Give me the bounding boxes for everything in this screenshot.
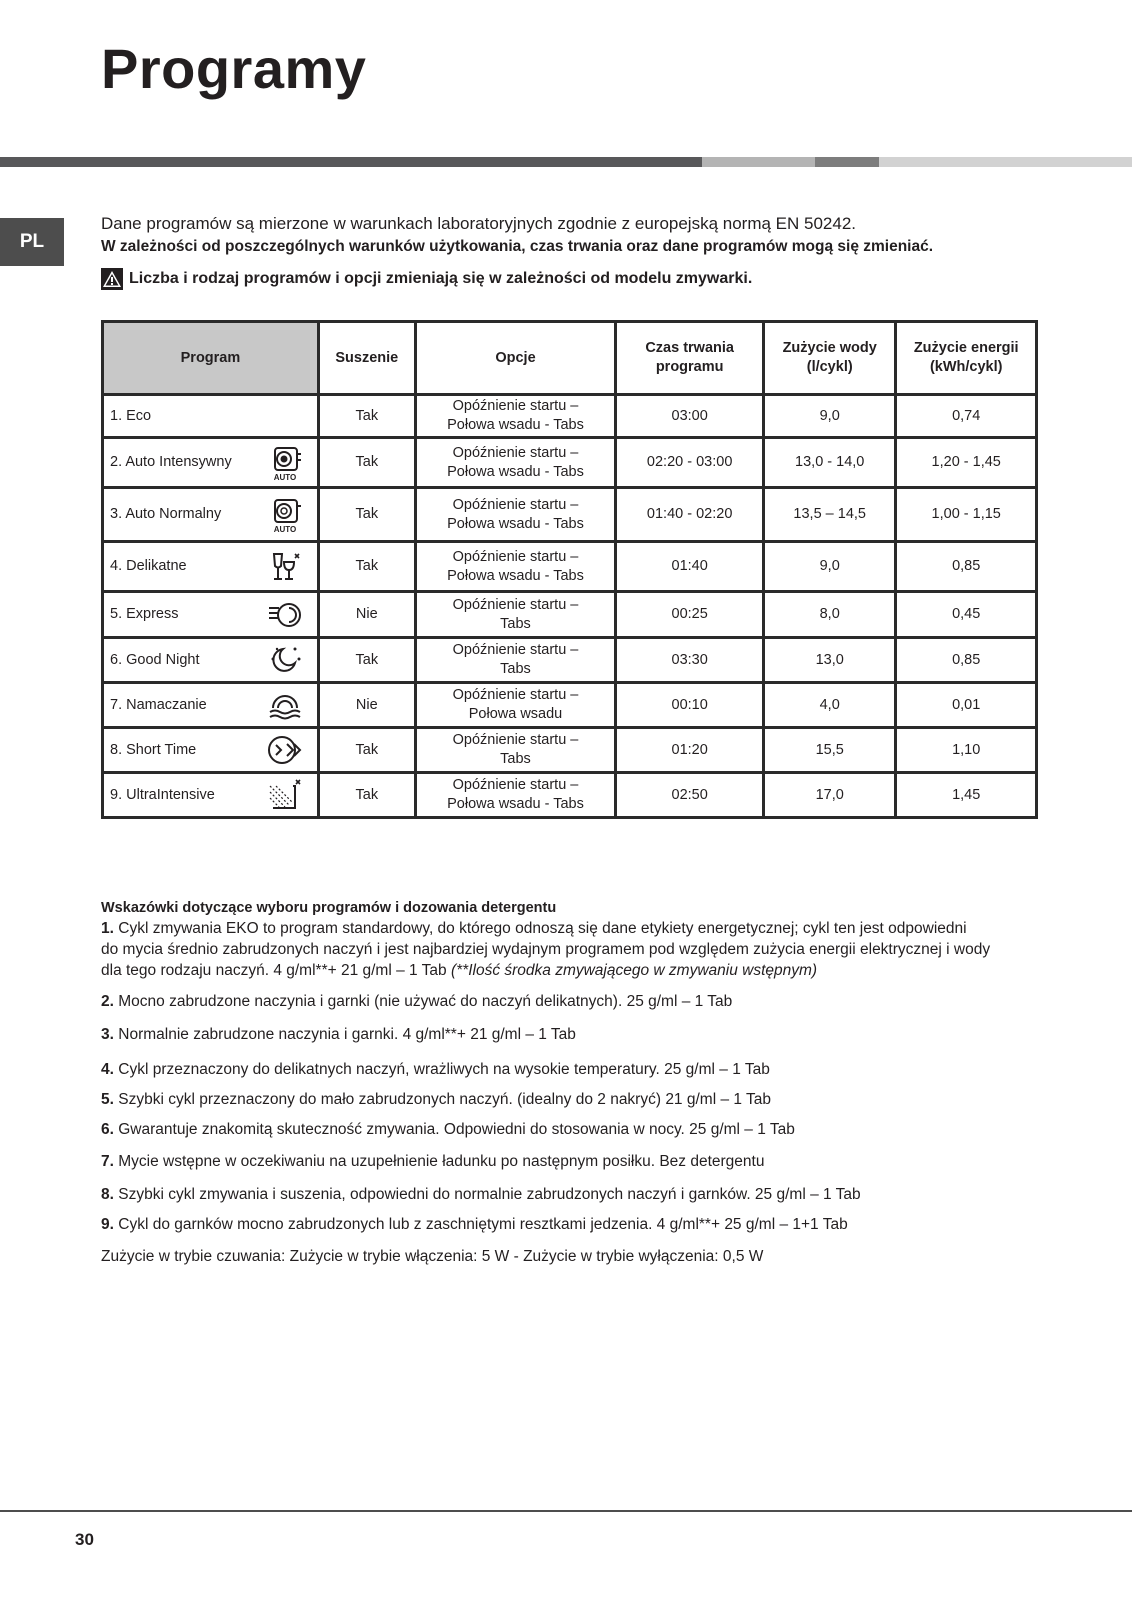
program-label: 5. Express bbox=[110, 606, 179, 622]
options-cell bbox=[415, 395, 616, 438]
duration-cell: 03:30 bbox=[616, 638, 764, 683]
program-name bbox=[103, 773, 319, 818]
program-name bbox=[103, 683, 319, 728]
options-line2: Tabs bbox=[500, 751, 531, 767]
program-label: 6. Good Night bbox=[110, 651, 200, 668]
warning-text: Liczba i rodzaj programów i opcji zmieniają się w zależności od modelu zmywarki. bbox=[129, 270, 753, 287]
energy-cell: 1,00 - 1,15 bbox=[896, 488, 1037, 542]
intro-bold-text: W zależności od poszczególnych warunków użytkowania, czas trwania oraz dane programów mogą się zmieniać. bbox=[101, 238, 934, 255]
tip-text: Mocno zabrudzone naczynia i garnki (nie używać do naczyń delikatnych). 25 g/ml – 1 Tab bbox=[118, 993, 733, 1010]
header-stripe-light bbox=[879, 157, 1132, 167]
ultra-intensive-icon bbox=[265, 776, 305, 814]
water-cell: 9,0 bbox=[764, 542, 896, 592]
tip-6 bbox=[101, 1119, 795, 1140]
program-label: 2. Auto Intensywny bbox=[110, 454, 232, 470]
energy-cell: 0,45 bbox=[896, 592, 1037, 638]
options-line2: Połowa wsadu - Tabs bbox=[447, 463, 584, 480]
tip-1-line2: do mycia średnio zabrudzonych naczyń i jest najbardziej wydajnym programem pod względem zużycia energii elektrycznej i wody bbox=[101, 941, 991, 958]
footer-divider bbox=[0, 1510, 1132, 1512]
options-cell bbox=[415, 488, 616, 542]
options-line1: Opóźnienie startu – bbox=[452, 596, 579, 613]
options-line2: Połowa wsadu bbox=[468, 706, 563, 722]
water-cell: 13,5 – 14,5 bbox=[764, 488, 896, 542]
auto-label: AUTO bbox=[273, 472, 297, 482]
drying-cell: Nie bbox=[318, 592, 415, 638]
tip-number: 8. bbox=[101, 1186, 114, 1203]
options-cell bbox=[415, 728, 616, 773]
duration-cell: 00:25 bbox=[616, 592, 764, 638]
tips-title: Wskazówki dotyczące wyboru programów i dozowania detergentu bbox=[101, 900, 557, 916]
table-row bbox=[103, 592, 1037, 638]
tip-4 bbox=[101, 1059, 770, 1080]
tip-text: Cykl zmywania EKO to program standardowy, do którego odnoszą się dane etykiety energetycznej; cykl ten jest odpowiedni bbox=[118, 920, 967, 937]
language-badge: PL bbox=[0, 218, 64, 266]
auto-label: AUTO bbox=[273, 524, 297, 534]
program-label: 4. Delikatne bbox=[110, 558, 187, 574]
tip-text: dla tego rodzaju naczyń. 4 g/ml**+ 21 g/ml – 1 Tab bbox=[101, 962, 451, 979]
table-row bbox=[103, 728, 1037, 773]
options-line2: Tabs bbox=[500, 615, 531, 632]
program-name bbox=[103, 728, 319, 773]
drying-cell: Tak bbox=[318, 488, 415, 542]
tip-3 bbox=[101, 1024, 576, 1045]
page-title: Programy bbox=[101, 37, 367, 100]
energy-cell: 0,85 bbox=[896, 542, 1037, 592]
energy-cell: 1,45 bbox=[896, 773, 1037, 818]
tip-5 bbox=[101, 1089, 771, 1110]
duration-cell: 01:20 bbox=[616, 728, 764, 773]
header-stripe-darkmid bbox=[815, 157, 879, 167]
programs-table bbox=[101, 320, 1038, 819]
drying-cell: Tak bbox=[318, 638, 415, 683]
header-options: Opcje bbox=[415, 322, 616, 395]
options-cell bbox=[415, 542, 616, 592]
header-duration bbox=[616, 322, 764, 395]
options-cell bbox=[415, 438, 616, 488]
warning-note bbox=[101, 268, 752, 290]
tip-number: 1. bbox=[101, 920, 114, 937]
energy-cell: 0,01 bbox=[896, 683, 1037, 728]
options-cell bbox=[415, 638, 616, 683]
water-cell: 15,5 bbox=[764, 728, 896, 773]
water-cell: 13,0 - 14,0 bbox=[764, 438, 896, 488]
program-name bbox=[103, 438, 319, 488]
header-energy bbox=[896, 322, 1037, 395]
options-line2: Połowa wsadu - Tabs bbox=[447, 567, 584, 584]
table-header-row bbox=[103, 322, 1037, 395]
program-name bbox=[103, 542, 319, 592]
header-duration-line2: programu bbox=[655, 359, 724, 375]
water-cell: 8,0 bbox=[764, 592, 896, 638]
tip-text: Mycie wstępne w oczekiwaniu na uzupełnienie ładunku po następnym posiłku. Bez detergentu bbox=[118, 1153, 765, 1170]
tip-text: Cykl przeznaczony do delikatnych naczyń, wrażliwych na wysokie temperatury. 25 g/ml – 1 Tab bbox=[118, 1061, 770, 1078]
options-line2: Połowa wsadu - Tabs bbox=[447, 417, 584, 433]
tip-number: 4. bbox=[101, 1061, 114, 1078]
energy-cell: 0,74 bbox=[896, 395, 1037, 438]
tip-text: Szybki cykl zmywania i suszenia, odpowiedni do normalnie zabrudzonych naczyń i garnków. 25 g/ml – 1 Tab bbox=[118, 1186, 861, 1203]
drying-cell: Tak bbox=[318, 773, 415, 818]
program-label: 1. Eco bbox=[110, 407, 152, 424]
moon-icon bbox=[265, 641, 305, 679]
tip-9 bbox=[101, 1214, 848, 1235]
options-cell bbox=[415, 683, 616, 728]
header-stripe-dark bbox=[0, 157, 702, 167]
options-line1: Opóźnienie startu – bbox=[452, 642, 579, 658]
page-number: 30 bbox=[75, 1530, 94, 1549]
intro-text: Dane programów są mierzone w warunkach laboratoryjnych zgodnie z europejską normą EN 50242. bbox=[101, 214, 857, 233]
drying-cell: Nie bbox=[318, 683, 415, 728]
warning-icon bbox=[101, 268, 123, 290]
table-row bbox=[103, 542, 1037, 592]
tip-number: 5. bbox=[101, 1091, 114, 1108]
tip-number: 7. bbox=[101, 1153, 114, 1170]
tip-number: 9. bbox=[101, 1216, 114, 1233]
tip-number: 3. bbox=[101, 1026, 114, 1043]
program-label: 8. Short Time bbox=[110, 741, 197, 758]
express-icon bbox=[265, 596, 305, 634]
energy-cell: 0,85 bbox=[896, 638, 1037, 683]
header-program: Program bbox=[103, 322, 319, 395]
header-drying: Suszenie bbox=[318, 322, 415, 395]
drying-cell: Tak bbox=[318, 542, 415, 592]
table-row bbox=[103, 683, 1037, 728]
drying-cell: Tak bbox=[318, 728, 415, 773]
header-water bbox=[764, 322, 896, 395]
energy-cell: 1,10 bbox=[896, 728, 1037, 773]
tip-text: Cykl do garnków mocno zabrudzonych lub z zaschniętymi resztkami jedzenia. 4 g/ml**+ 25 g/ml – 1+1 Tab bbox=[118, 1216, 848, 1233]
options-line1: Opóźnienie startu – bbox=[452, 496, 579, 513]
header-water-line2: (l/cykl) bbox=[806, 359, 853, 375]
tip-text: Szybki cykl przeznaczony do mało zabrudzonych naczyń. (idealny do 2 nakryć) 21 g/ml – 1 Tab bbox=[118, 1091, 772, 1108]
options-line1: Opóźnienie startu – bbox=[452, 777, 579, 793]
tip-number: 2. bbox=[101, 993, 114, 1010]
tip-2 bbox=[101, 991, 732, 1012]
energy-cell: 1,20 - 1,45 bbox=[896, 438, 1037, 488]
program-name bbox=[103, 592, 319, 638]
program-name bbox=[103, 488, 319, 542]
table-row bbox=[103, 395, 1037, 438]
options-line2: Połowa wsadu - Tabs bbox=[447, 515, 584, 532]
tip-text: Gwarantuje znakomitą skuteczność zmywania. Odpowiedni do stosowania w nocy. 25 g/ml – 1 Tab bbox=[118, 1121, 795, 1138]
duration-cell: 01:40 - 02:20 bbox=[616, 488, 764, 542]
program-label: 3. Auto Normalny bbox=[110, 506, 222, 522]
header-water-line1: Zużycie wody bbox=[782, 340, 877, 356]
tip-1-line1 bbox=[101, 918, 967, 939]
short-time-icon bbox=[265, 731, 305, 769]
header-duration-line1: Czas trwania bbox=[645, 340, 734, 356]
tip-8 bbox=[101, 1184, 861, 1205]
options-line2: Połowa wsadu - Tabs bbox=[447, 796, 584, 812]
table-row bbox=[103, 773, 1037, 818]
options-cell bbox=[415, 592, 616, 638]
water-cell: 4,0 bbox=[764, 683, 896, 728]
soak-icon bbox=[265, 686, 305, 724]
tip-number: 6. bbox=[101, 1121, 114, 1138]
options-cell bbox=[415, 773, 616, 818]
program-name bbox=[103, 395, 319, 438]
duration-cell: 03:00 bbox=[616, 395, 764, 438]
program-label: 7. Namaczanie bbox=[110, 696, 207, 713]
duration-cell: 01:40 bbox=[616, 542, 764, 592]
table-row bbox=[103, 488, 1037, 542]
options-line2: Tabs bbox=[500, 661, 531, 677]
duration-cell: 02:20 - 03:00 bbox=[616, 438, 764, 488]
table-row bbox=[103, 638, 1037, 683]
program-name bbox=[103, 638, 319, 683]
options-line1: Opóźnienie startu – bbox=[452, 444, 579, 461]
drying-cell: Tak bbox=[318, 438, 415, 488]
standby-consumption: Zużycie w trybie czuwania: Zużycie w trybie włączenia: 5 W - Zużycie w trybie wyłączenia: 0,5 W bbox=[101, 1248, 764, 1265]
header-energy-line2: (kWh/cykl) bbox=[929, 359, 1003, 375]
auto-intensive-icon bbox=[265, 444, 305, 482]
tip-note: (**Ilość środka zmywającego w zmywaniu wstępnym) bbox=[450, 962, 818, 979]
options-line1: Opóźnienie startu – bbox=[452, 732, 579, 748]
table-row bbox=[103, 438, 1037, 488]
program-label: 9. UltraIntensive bbox=[110, 786, 215, 803]
tip-text: Normalnie zabrudzone naczynia i garnki. 4 g/ml**+ 21 g/ml – 1 Tab bbox=[118, 1026, 576, 1043]
water-cell: 13,0 bbox=[764, 638, 896, 683]
water-cell: 9,0 bbox=[764, 395, 896, 438]
duration-cell: 00:10 bbox=[616, 683, 764, 728]
tip-7 bbox=[101, 1151, 764, 1172]
auto-normal-icon bbox=[265, 496, 305, 534]
tip-1-line3 bbox=[101, 960, 817, 981]
options-line1: Opóźnienie startu – bbox=[452, 687, 579, 703]
header-stripe-mid bbox=[702, 157, 815, 167]
glasses-icon bbox=[265, 548, 305, 586]
header-energy-line1: Zużycie energii bbox=[913, 340, 1019, 356]
drying-cell: Tak bbox=[318, 395, 415, 438]
water-cell: 17,0 bbox=[764, 773, 896, 818]
options-line1: Opóźnienie startu – bbox=[452, 398, 579, 414]
duration-cell: 02:50 bbox=[616, 773, 764, 818]
options-line1: Opóźnienie startu – bbox=[452, 548, 579, 565]
